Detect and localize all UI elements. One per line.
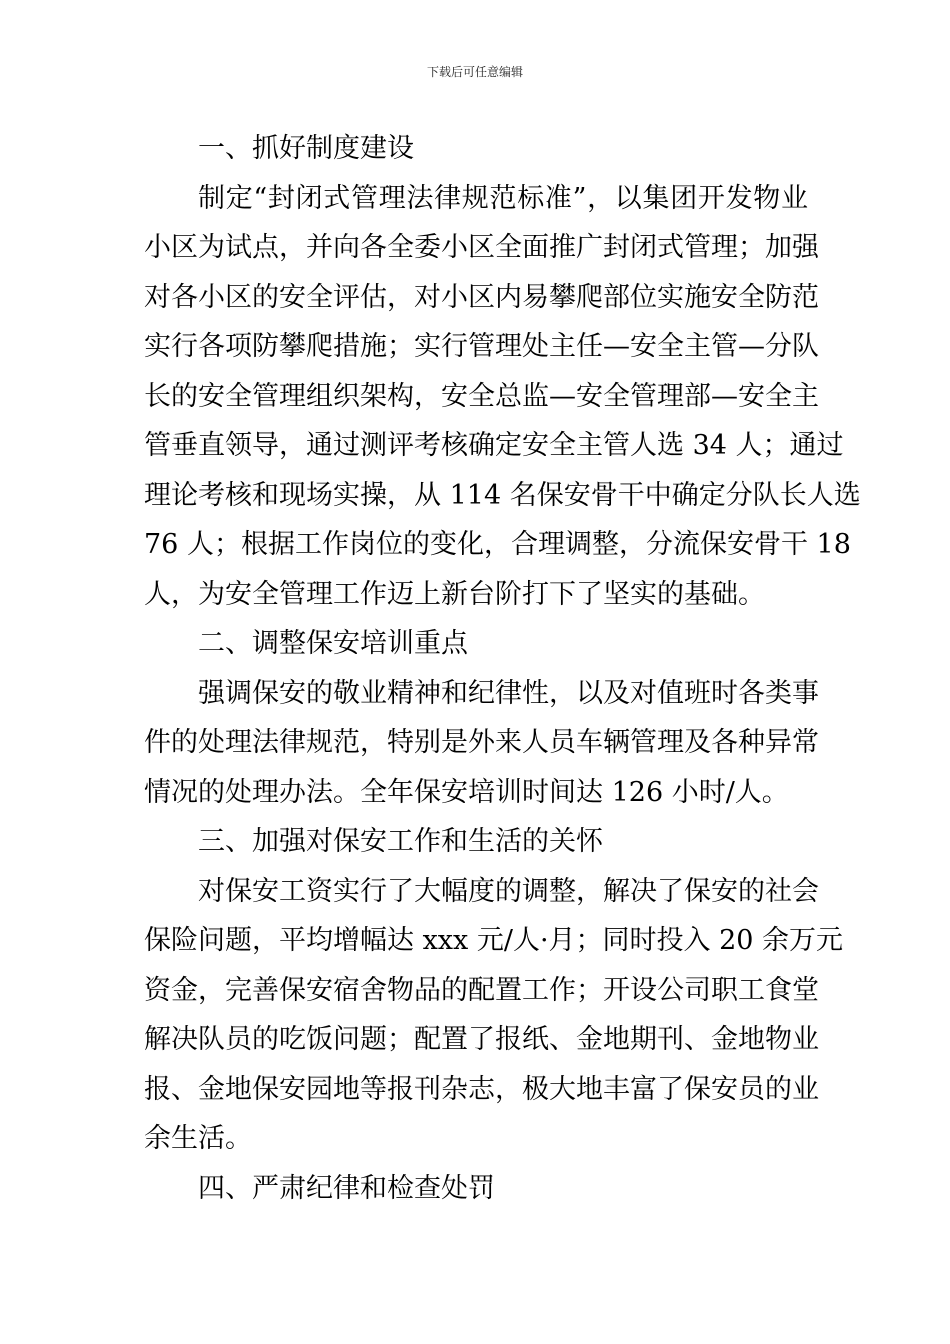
text-line: 情况的处理办法。全年保安培训时间达 126 小时/人。: [144, 776, 789, 808]
text-line: 保险问题，平均增幅达 xxx 元/人·月；同时投入 20 余万元: [144, 925, 844, 956]
text-line: 报、金地保安园地等报刊杂志，极大地丰富了保安员的业: [144, 1073, 819, 1105]
text-line: 管垂直领导，通过测评考核确定安全主管人选 34 人；通过: [144, 430, 844, 461]
document-body: [144, 124, 861, 1213]
text-line: 小区为试点，并向各全委小区全面推广封闭式管理；加强: [144, 232, 819, 263]
text-line: 件的处理法律规范，特别是外来人员车辆管理及各种异常: [144, 727, 819, 758]
text-line: 三、加强对保安工作和生活的关怀: [198, 826, 603, 857]
text-line: 一、抓好制度建设: [198, 133, 414, 164]
text-line: 对各小区的安全评估，对小区内易攀爬部位实施安全防范: [144, 281, 819, 313]
text-line: 余生活。: [144, 1123, 252, 1154]
text-line: 对保安工资实行了大幅度的调整，解决了保安的社会: [198, 875, 819, 907]
text-line: 实行各项防攀爬措施；实行管理处主任—安全主管—分队: [144, 331, 819, 362]
text-line: 解决队员的吃饭问题；配置了报纸、金地期刊、金地物业: [144, 1024, 819, 1055]
text-line: 长的安全管理组织架构，安全总监—安全管理部—安全主: [144, 380, 819, 412]
page-header: 下载后可任意编辑: [426, 65, 523, 79]
text-line: 强调保安的敬业精神和纪律性，以及对值班时各类事: [198, 677, 819, 709]
text-line: 制定“封闭式管理法律规范标准”，以集团开发物业: [198, 182, 808, 214]
text-line: 二、调整保安培训重点: [198, 628, 468, 659]
text-line: 资金，完善保安宿舍物品的配置工作；开设公司职工食堂: [144, 974, 819, 1006]
text-line: 76 人；根据工作岗位的变化，合理调整，分流保安骨干 18: [144, 529, 851, 560]
text-line: 人，为安全管理工作迈上新台阶打下了坚实的基础。: [144, 578, 765, 610]
text-line: 理论考核和现场实操，从 114 名保安骨干中确定分队长人选: [144, 479, 861, 511]
text-line: 四、严肃纪律和检查处罚: [198, 1172, 495, 1204]
